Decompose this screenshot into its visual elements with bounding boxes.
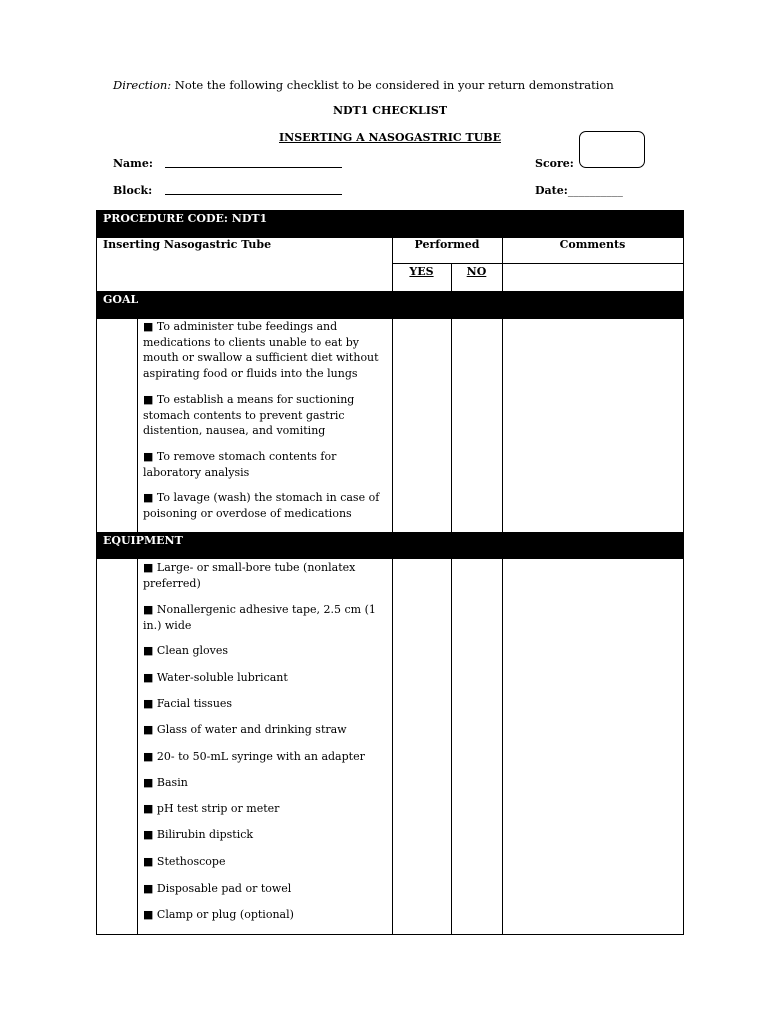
equipment-item-text: Disposable pad or towel <box>156 882 292 895</box>
bullet-square-icon: ■ <box>143 723 154 736</box>
equipment-item-text: Clean gloves <box>156 644 229 657</box>
col-comments: Comments <box>559 238 626 251</box>
checklist-title: NDT1 CHECKLIST <box>332 104 448 117</box>
equipment-item <box>143 696 388 712</box>
procedure-code-bar <box>96 210 684 237</box>
direction-lead: Direction: <box>113 78 172 92</box>
equipment-item-text: Glass of water and drinking straw <box>156 723 347 736</box>
procedure-code: PROCEDURE CODE: NDT1 <box>103 212 268 225</box>
bullet-square-icon: ■ <box>143 882 154 895</box>
equipment-item <box>143 643 388 659</box>
bullet-square-icon: ■ <box>143 908 154 921</box>
score-box[interactable] <box>579 131 645 168</box>
bullet-square-icon: ■ <box>143 855 154 868</box>
table-border-right-goal <box>683 319 684 532</box>
goal-col-line-0 <box>137 319 138 532</box>
name-label: Name: <box>113 157 153 170</box>
block-field[interactable] <box>165 194 342 195</box>
equipment-bar <box>96 532 684 559</box>
col-performed: Performed <box>414 238 480 251</box>
date-field[interactable] <box>535 184 623 197</box>
goal-item-text: To administer tube feedings and medications to clients unable to eat by mouth or swallow a sufficient diet without aspirating food or fluids into the lungs <box>143 320 379 380</box>
equipment-item-text: Facial tissues <box>156 697 233 710</box>
procedure-title: INSERTING A NASOGASTRIC TUBE <box>279 131 501 144</box>
score-label: Score: <box>535 157 574 170</box>
equip-col-line-1 <box>392 559 393 934</box>
name-field[interactable] <box>165 167 342 168</box>
bullet-square-icon: ■ <box>143 320 154 333</box>
table-border-bottom <box>96 934 684 935</box>
table-border-right-header <box>683 237 684 291</box>
goal-item <box>143 392 388 439</box>
table-border-left-header <box>96 237 97 291</box>
equipment-item <box>143 602 388 633</box>
block-label: Block: <box>113 184 153 197</box>
equip-col-line-0 <box>137 559 138 934</box>
equipment-item-text: 20- to 50-mL syringe with an adapter <box>156 750 365 763</box>
equipment-item <box>143 749 388 765</box>
equipment-item-text: pH test strip or meter <box>156 802 280 815</box>
equipment-item-text: Stethoscope <box>156 855 226 868</box>
equip-col-line-2 <box>451 559 452 934</box>
comments-split-line <box>502 263 683 264</box>
bullet-square-icon: ■ <box>143 561 154 574</box>
direction-body: Note the following checklist to be considered in your return demonstration <box>171 78 614 92</box>
table-border-right-equip <box>683 559 684 934</box>
goal-col-line-3 <box>502 319 503 532</box>
col-yes: YES <box>409 265 434 278</box>
equipment-item <box>143 854 388 870</box>
bullet-square-icon: ■ <box>143 603 154 616</box>
bullet-square-icon: ■ <box>143 450 154 463</box>
bullet-square-icon: ■ <box>143 776 154 789</box>
table-border-left-goal <box>96 319 97 532</box>
equipment-item <box>143 801 388 817</box>
goal-bar <box>96 291 684 319</box>
equipment-item <box>143 881 388 897</box>
bullet-square-icon: ■ <box>143 802 154 815</box>
bullet-square-icon: ■ <box>143 491 154 504</box>
goal-item <box>143 319 388 381</box>
goal-item-text: To establish a means for suctioning stomach contents to prevent gastric distention, nausea, and vomiting <box>143 393 355 437</box>
direction-text <box>113 78 614 92</box>
goal-col-line-1 <box>392 319 393 532</box>
goal-heading: GOAL <box>103 293 139 306</box>
bullet-square-icon: ■ <box>143 750 154 763</box>
col-procedure: Inserting Nasogastric Tube <box>103 238 272 251</box>
col-no: NO <box>466 265 487 278</box>
equipment-heading: EQUIPMENT <box>103 534 183 547</box>
equip-col-line-3 <box>502 559 503 934</box>
equipment-item <box>143 775 388 791</box>
bullet-square-icon: ■ <box>143 644 154 657</box>
bullet-square-icon: ■ <box>143 671 154 684</box>
equipment-item <box>143 827 388 843</box>
equipment-item <box>143 670 388 686</box>
equipment-item-text: Clamp or plug (optional) <box>156 908 294 921</box>
performed-split-line <box>392 263 502 264</box>
date-blank: __________ <box>567 184 623 197</box>
date-label: Date: <box>535 184 568 197</box>
table-border-left-equip <box>96 559 97 934</box>
equipment-item <box>143 560 388 591</box>
equipment-item-text: Nonallergenic adhesive tape, 2.5 cm (1 in.) wide <box>143 603 376 632</box>
bullet-square-icon: ■ <box>143 697 154 710</box>
equipment-item-text: Large- or small-bore tube (nonlatex preferred) <box>143 561 356 590</box>
goal-item <box>143 490 388 521</box>
bullet-square-icon: ■ <box>143 393 154 406</box>
goal-item-text: To lavage (wash) the stomach in case of poisoning or overdose of medications <box>143 491 380 520</box>
goal-col-line-2 <box>451 319 452 532</box>
equipment-item-text: Basin <box>156 776 188 789</box>
equipment-item <box>143 722 388 738</box>
bullet-square-icon: ■ <box>143 828 154 841</box>
goal-item <box>143 449 388 480</box>
equipment-item-text: Water-soluble lubricant <box>156 671 288 684</box>
equipment-item <box>143 907 388 923</box>
equipment-item-text: Bilirubin dipstick <box>156 828 254 841</box>
goal-item-text: To remove stomach contents for laboratory analysis <box>143 450 337 479</box>
